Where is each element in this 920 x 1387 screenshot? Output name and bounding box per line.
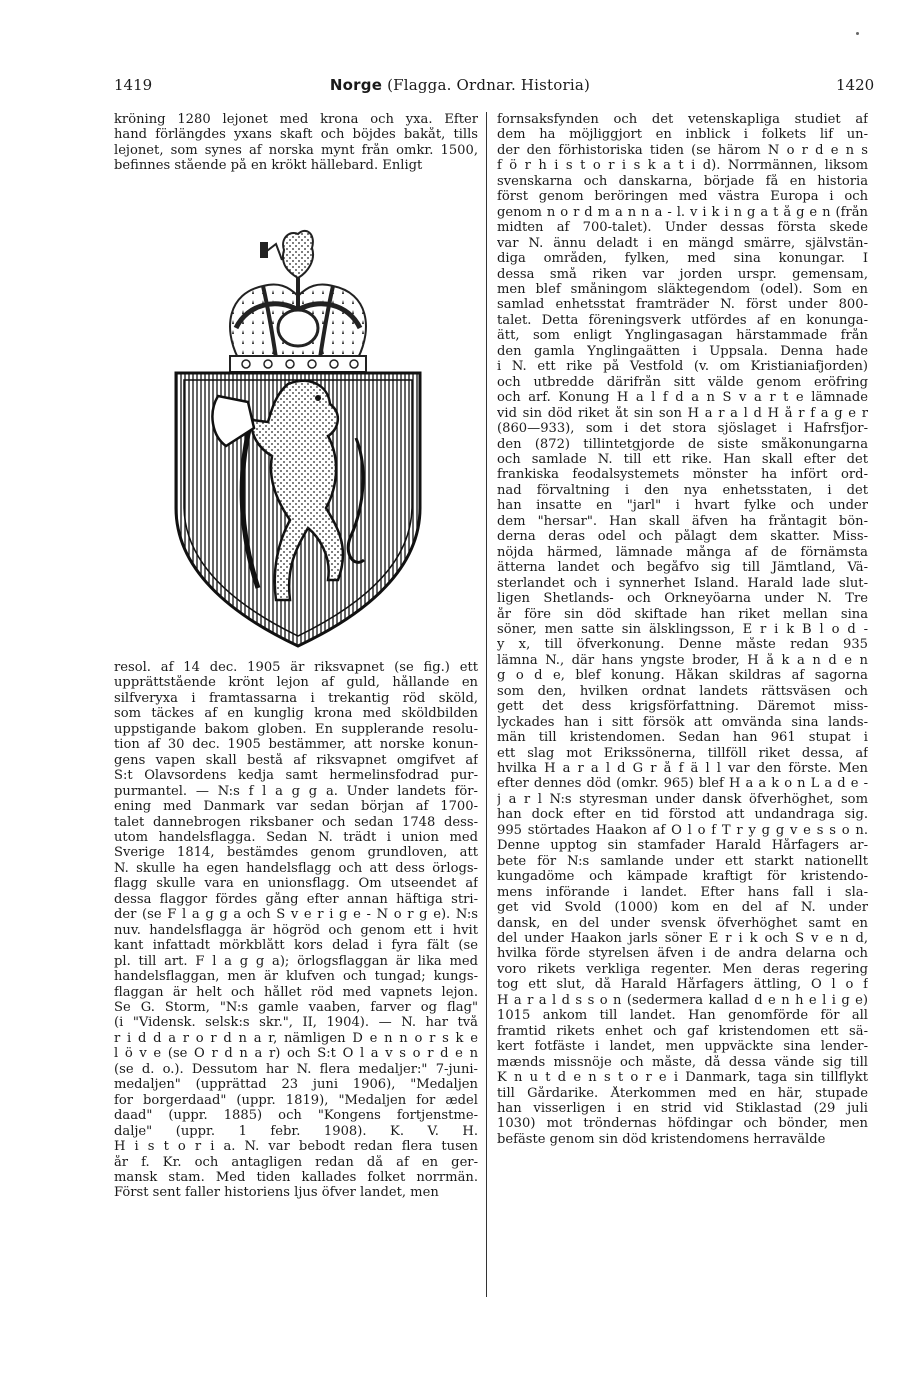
text-line: mansk stam. Med tiden kallades folket norrmän. (114, 1169, 478, 1185)
text-line: l ö v e (se O r d n a r) och S:t O l a v s o r d e n (114, 1046, 478, 1062)
text-line: söner, men satte sin älsklingsson, E r i k B l o d - (497, 621, 868, 637)
text-line: medaljen" (upprättad 23 juni 1906), "Medaljen (114, 1077, 478, 1093)
text-line: uppstigande bakom globen. En supplerande resolu- (114, 721, 478, 737)
text-line: gens vapen skall bestå af riksvapnet omgifvet af (114, 752, 478, 768)
text-line: Först sent faller historiens ljus öfver landet, men (114, 1185, 439, 1201)
text-line: kungadöme och kämpade kraftigt för kristendo- (497, 869, 868, 885)
text-line: först genom beröringen med västra Europa i och (497, 189, 868, 205)
text-line: (se d. o.). Dessutom har N. flera medaljer:" 7-juni- (114, 1061, 478, 1077)
text-line: gett det dess krigsförfattning. Däremot miss- (497, 699, 868, 715)
text-line: daad" (uppr. 1885) och "Kongens fortjenstme- (114, 1108, 478, 1124)
text-line: nuv. handelsflagga är högröd och genom ett i hvit (114, 922, 478, 938)
page-header (0, 68, 920, 98)
text-line: utom handelsflagga. Sedan N. trädt i union med (114, 829, 478, 845)
running-head-subtitle: (Flagga. Ordnar. Historia) (387, 76, 591, 94)
text-line: och arf. Konung H a l f d a n S v a r t e lämnade (497, 390, 868, 406)
left-column-continued (114, 660, 478, 1201)
column-divider (486, 112, 487, 1297)
text-line: nad förvaltning i den nya enhetsstaten, i det (497, 482, 868, 498)
text-line: men blef småningom släktegendom (odel). Som en (497, 281, 868, 297)
text-line: flagg skulle vara en unionsflagg. Om utseendet af (114, 876, 478, 892)
text-line: upprättstående krönt lejon af guld, hållande en (114, 675, 478, 691)
left-column (114, 112, 478, 174)
text-line: pl. till art. F l a g g a); örlogsflaggan är lika med (114, 953, 478, 969)
text-line: flaggan är helt och hållet röd med vapnets lejon. (114, 984, 478, 1000)
text-line: kert fotfäste i landet, men uppväckte sina lender- (497, 1039, 868, 1055)
text-line: och samlade N. till ett rike. Han skall efter det (497, 451, 868, 467)
page-number-left: 1419 (114, 76, 153, 94)
running-head-keyword: Norge (329, 76, 383, 94)
text-line: bete för N:s samlande under ett starkt nationellt (497, 853, 868, 869)
text-line: 995 störtades Haakon af O l o f T r y g g v e s s o n. (497, 822, 868, 838)
text-line: N. skulle ha egen handelsflagg och att dess örlogs- (114, 860, 478, 876)
left-column-bottom-text (114, 660, 478, 1201)
text-line: befinnes stående på en krökt hällebard. Enligt (114, 158, 423, 174)
text-line: han visserligen i en strid vid Stiklastad (29 juli (497, 1101, 868, 1116)
text-line: derna deras odel och pålagt dem skatter. Miss- (497, 529, 868, 545)
text-line: befäste genom sin död kristendomens herravälde (497, 1131, 826, 1147)
text-line: (860—933), som i det stora sjöslaget i Hafrsfjor- (497, 421, 868, 437)
text-line: f ö r h i s t o r i s k a t i d). Norrmännen, liksom (497, 158, 868, 174)
text-line: del under Haakon jarls söner E r i k och S v e n d, (497, 931, 868, 947)
text-line: talet. Detta föreningsverk utfördes af en konunga- (497, 312, 868, 328)
text-line: nöjda härmed, lämnade många af de förnämsta (497, 544, 868, 560)
text-line: var N. ännu deladt i en mängd smärre, självstän- (497, 235, 868, 251)
text-line: tog ett slut, då Harald Hårfagers ättling, O l o f (497, 977, 868, 993)
text-line: talet dannebrogen riksbaner och sedan 1748 dess- (114, 814, 478, 830)
text-line: ett slag mot Erikssönerna, tillföll riket dessa, af (497, 745, 868, 761)
text-line: han insatte en "jarl" i hvart fylke och under (497, 498, 868, 514)
text-line: (i "Vidensk. selsk:s skr.", II, 1904). — N. har två (114, 1015, 478, 1031)
text-line: 1015 ankom till landet. Han genomförde för all (497, 1008, 868, 1024)
text-line: mænds missnöje och måste, då dessa vände sig till (497, 1054, 868, 1070)
scan-speck (856, 32, 859, 35)
text-line: år f. Kr. och antagligen redan då af en ger- (114, 1154, 478, 1170)
text-line: H i s t o r i a. N. var bebodt redan flera tusen (114, 1139, 478, 1155)
text-line: resol. af 14 dec. 1905 är riksvapnet (se fig.) ett (114, 660, 478, 675)
text-line: lyckades han i sitt försök att omvända sina lands- (497, 714, 868, 730)
text-line: silfveryxa i framtassarna i trekantig röd sköld, (114, 690, 478, 706)
text-line: 1030) mot tröndernas höfdingar och bönder, men (497, 1116, 868, 1132)
text-line: der (se F l a g g a och S v e r i g e - N o r g e). N:s (114, 907, 478, 923)
text-line: genom n o r d m a n n a - l. v i k i n g a t å g e n (från (497, 204, 868, 220)
text-line: midten af 700-talet). Under dessas första skede (497, 220, 868, 236)
text-line: till Gårdarike. Återkommen med en här, stupade (497, 1085, 868, 1101)
text-line: K n u t d e n s t o r e i Danmark, taga sin tillflykt (497, 1070, 868, 1086)
text-line: svenskarna och danskarna, började få en historia (497, 173, 868, 189)
text-line: dem "hersar". Han skall äfven ha fråntagit bön- (497, 513, 868, 529)
text-line: vid sin död riket åt sin son H a r a l d H å r f a g e r (497, 405, 868, 421)
coat-of-arms-illustration (168, 208, 428, 648)
text-line: lejonet, som synes af norska mynt från omkr. 1500, (114, 142, 478, 158)
text-line: hand förlängdes yxans skaft och böjdes bakåt, tills (114, 127, 478, 143)
left-column-top-text (114, 112, 478, 174)
text-line: år före sin död skiftade han riket mellan sina (497, 606, 868, 622)
text-line: kröning 1280 lejonet med krona och yxa. Efter (114, 112, 478, 127)
text-line: fornsaksfynden och det vetenskapliga studiet af (497, 112, 868, 127)
text-line: diga områden, fylken, med sina konungar. I (497, 251, 868, 267)
text-line: sterlandet och i synnerhet Island. Harald lade slut- (497, 575, 868, 591)
running-head (0, 76, 920, 94)
text-line: hvilka H a r a l d G r å f ä l l var den förste. Men (497, 761, 868, 777)
right-column (497, 112, 868, 1147)
text-line: get vid Svold (1000) kom en del af N. under (497, 900, 868, 916)
text-line: der den förhistoriska tiden (se härom N o r d e n s (497, 142, 868, 158)
text-line: H a r a l d s s o n (sedermera kallad d e n h e l i g e) (497, 992, 868, 1008)
text-line: y x, till öfverkonung. Denne måste redan 935 (497, 637, 868, 653)
text-line: i N. ett rike på Vestfold (v. om Kristianiafjorden) (497, 359, 868, 375)
text-line: ligen Shetlands- och Orkneyöarna under N. Tre (497, 591, 868, 607)
text-line: som täckes af en kunglig krona med sköldbilden (114, 706, 478, 722)
text-line: den (872) tillintetgjorde de siste småkonungarna (497, 436, 868, 452)
text-line: ätterna landet och begåfvo sig till Jämtland, Vä- (497, 560, 868, 576)
text-line: dessa flaggor fördes gång efter annan häftiga stri- (114, 891, 478, 907)
text-line: dessa små riken var jorden urspr. gemensam, (497, 266, 868, 282)
text-line: voro rikets verkliga regenter. Men deras regering (497, 961, 868, 977)
text-line: dem ha möjliggjort en inblick i folkets lif un- (497, 127, 868, 143)
text-line: kant infattadt mörkblått kors delad i fyra fält (se (114, 938, 478, 954)
text-line: purmantel. — N:s f l a g g a. Under landets för- (114, 783, 478, 799)
text-line: samlad enhetsstat framträder N. först under 800- (497, 297, 868, 313)
text-line: Sverige 1814, bestämdes genom grundloven, att (114, 845, 478, 861)
text-line: män till kristendomen. Sedan han 961 stupat i (497, 730, 868, 746)
text-line: framtid rikets enhet och gaf kristendomen ett sä- (497, 1023, 868, 1039)
text-line: Se G. Storm, "N:s gamle vaaben, farver og flag" (114, 999, 478, 1015)
right-column-text (497, 112, 868, 1147)
text-line: tion af 30 dec. 1905 bestämmer, att norske konun- (114, 737, 478, 753)
page-number-right: 1420 (836, 76, 875, 94)
text-line: och utbredde därifrån sitt välde genom eröfring (497, 374, 868, 390)
text-line: efter dennes död (omkr. 965) blef H a a k o n L a d e - (497, 776, 868, 792)
text-line: j a r l N:s styresman under dansk öfverhöghet, som (497, 791, 868, 807)
text-line: han dock efter en tid förstod att undandraga sig. (497, 807, 868, 823)
text-line: r i d d a r o r d n a r, nämligen D e n n o r s k e (114, 1030, 478, 1046)
text-line: ening med Danmark var sedan början af 1700- (114, 799, 478, 815)
text-line: handelsflaggan, men är klufven och tungad; kungs- (114, 969, 478, 985)
text-line: mens införande i landet. Efter hans fall i sla- (497, 884, 868, 900)
text-line: lämna N., där hans yngste broder, H å k a n d e n (497, 652, 868, 668)
text-line: frankiska feodalsystemets mönster ha infört ord- (497, 467, 868, 483)
text-line: dansk, en del under svensk öfverhöghet samt en (497, 915, 868, 931)
text-line: hvilka förde styrelsen äfven i de andra delarna och (497, 946, 868, 962)
text-line: for borgerdaad" (uppr. 1819), "Medaljen for ædel (114, 1092, 478, 1108)
crown-icon (230, 231, 366, 372)
text-line: som den, hvilken ordnat landets rättsväsen och (497, 683, 868, 699)
text-line: den gamla Ynglingaätten i Uppsala. Denna hade (497, 343, 868, 359)
text-line: dalje" (uppr. 1 febr. 1908). K. V. H. (114, 1123, 478, 1139)
text-line: ätt, som enligt Ynglingasagan härstammade från (497, 328, 868, 344)
text-line: g o d e, blef konung. Håkan skildras af sagorna (497, 668, 868, 684)
text-line: Denne upptog sin stamfader Harald Hårfagers ar- (497, 838, 868, 854)
text-line: S:t Olavsordens kedja samt hermelinsfodrad pur- (114, 768, 478, 784)
